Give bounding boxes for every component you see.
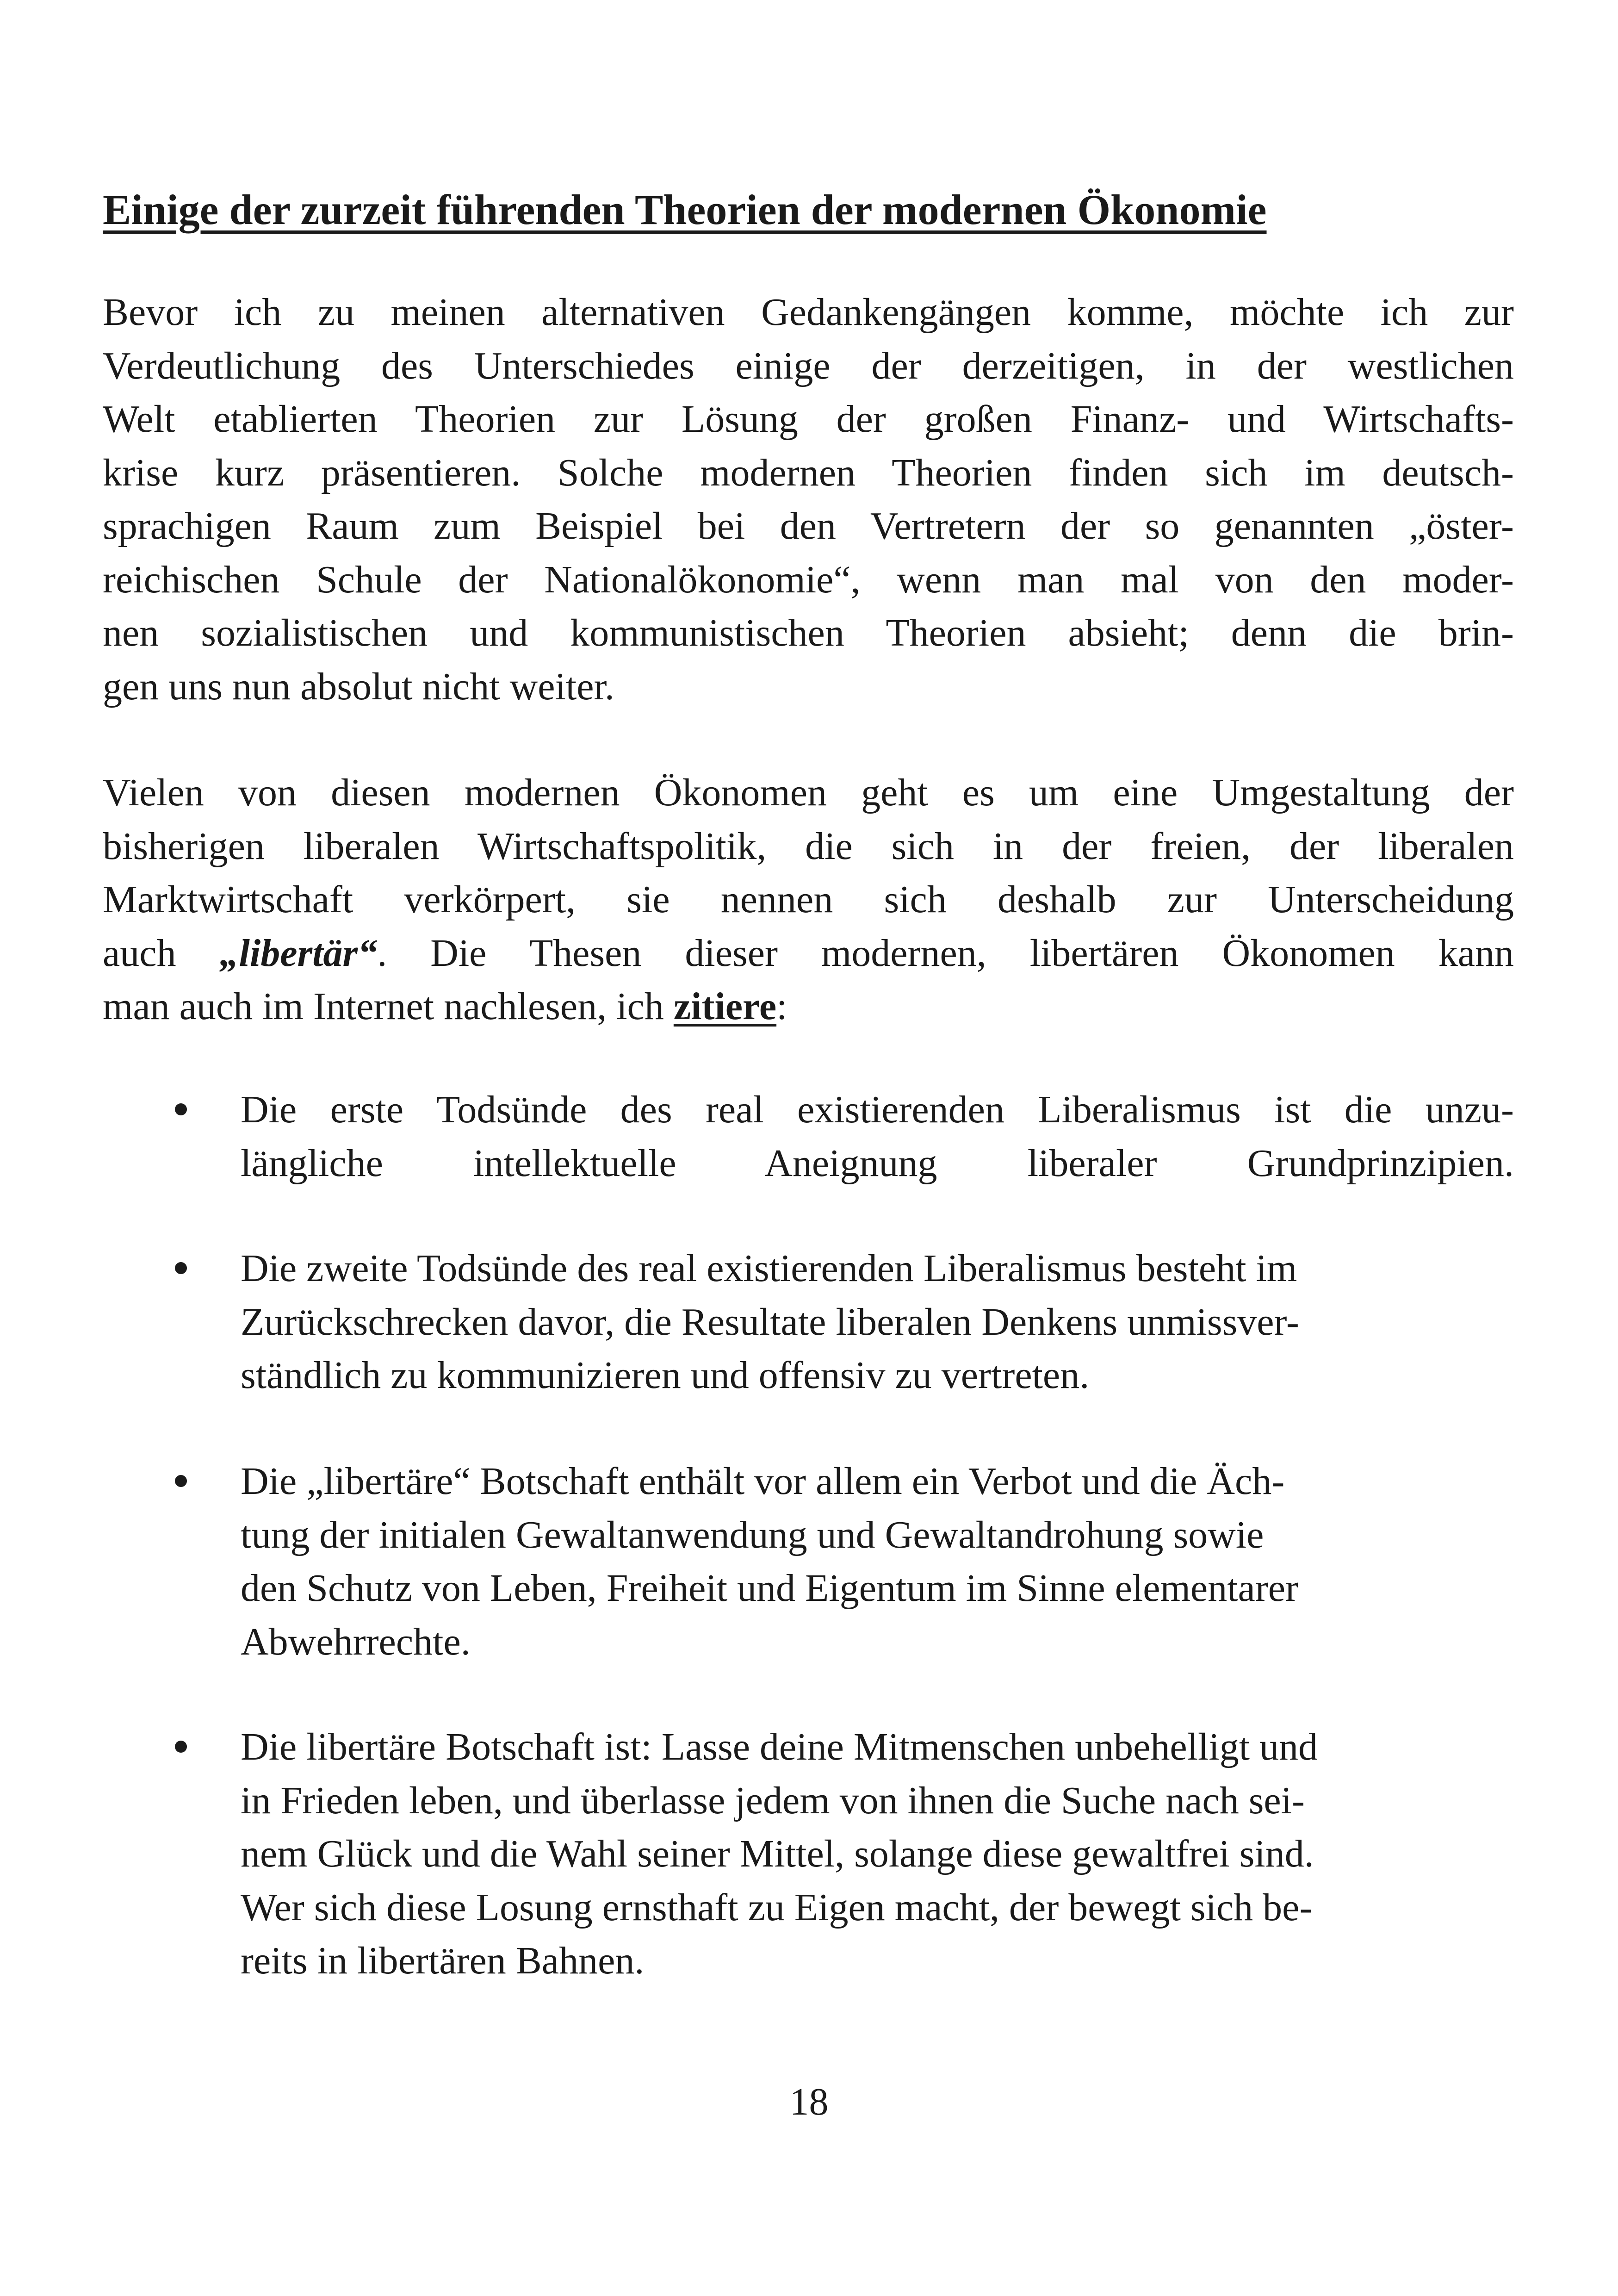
paragraph-line: Welt etablierten Theorien zur Lösung der großen Finanz- und Wirtschafts- [103,398,1514,441]
bullet-line: ständlich zu kommunizieren und offensiv zu vertreten. [241,1354,1090,1397]
paragraph-line: Vielen von diesen modernen Ökonomen geht es um eine Umgestaltung der [103,771,1514,814]
bullet-text [241,1720,1514,1988]
intro-paragraph [103,286,1514,713]
bullet-text [241,1242,1514,1402]
libertarian-paragraph [103,766,1514,1033]
paragraph-line: sprachigen Raum zum Beispiel bei den Vertretern der so genannten „öster- [103,504,1514,548]
page-number: 18 [789,2080,829,2123]
bullet-line: Die „libertäre“ Botschaft enthält vor allem ein Verbot und die Äch- [241,1460,1285,1503]
bullet-text [241,1083,1514,1190]
bullet-icon [175,1741,187,1753]
paragraph-line: krise kurz präsentieren. Solche modernen Theorien finden sich im deutsch- [103,451,1514,494]
paragraph-line: Verdeutlichung des Unterschiedes einige der derzeitigen, in der westlichen [103,344,1514,387]
paragraph-line: Bevor ich zu meinen alternativen Gedankengängen komme, möchte ich zur [103,291,1514,334]
paragraph-line [103,980,1514,1033]
paragraph-line [103,927,1514,980]
bullet-icon [175,1262,187,1274]
line-text: : [776,985,787,1028]
paragraph-line: nen sozialistischen und kommunistischen Theorien absieht; denn die brin- [103,611,1514,654]
paragraph-line: bisherigen liberalen Wirtschaftspolitik, die sich in der freien, der liberalen [103,824,1514,868]
bullet-line: reits in libertären Bahnen. [241,1939,645,1982]
line-text: auch [103,931,220,975]
bullet-line: in Frieden leben, und überlasse jedem von ihnen die Suche nach sei- [241,1779,1305,1822]
zitiere-link[interactable]: zitiere [673,985,777,1028]
bullet-icon [175,1475,187,1487]
bullet-line: Die zweite Todsünde des real existierenden Liberalismus besteht im [241,1247,1297,1290]
bullet-line: Die erste Todsünde des real existierenden Liberalismus ist die unzu- [241,1088,1514,1131]
bullet-icon [175,1103,187,1115]
line-text: . Die Thesen dieser modernen, libertären Ökonomen kann [377,931,1514,975]
paragraph-line: gen uns nun absolut nicht weiter. [103,665,614,708]
section-heading: Einige der zurzeit führenden Theorien der modernen Ökonomie [103,186,1267,233]
bullet-line: längliche intellektuelle Aneignung liberaler Grundprinzipien. [241,1141,1514,1185]
bullet-line: Abwehrrechte. [241,1620,471,1663]
bullet-line: Wer sich diese Losung ernsthaft zu Eigen macht, der bewegt sich be- [241,1885,1313,1929]
line-text: man auch im Internet nachlesen, ich [103,985,674,1028]
paragraph-line: Marktwirtschaft verkörpert, sie nennen sich deshalb zur Unterscheidung [103,878,1514,921]
bullet-line: Zurückschrecken davor, die Resultate liberalen Denkens unmissver- [241,1300,1299,1344]
libertaer-emphasis: „libertär“ [219,931,378,975]
paragraph-line: reichischen Schule der Nationalökonomie“, wenn man mal von den moder- [103,558,1514,601]
bullet-line: den Schutz von Leben, Freiheit und Eigentum im Sinne elementarer [241,1567,1299,1610]
bullet-text [241,1455,1514,1668]
bullet-line: tung der initialen Gewaltanwendung und Gewaltandrohung sowie [241,1513,1264,1556]
bullet-line: nem Glück und die Wahl seiner Mittel, solange diese gewaltfrei sind. [241,1832,1314,1875]
bullet-line: Die libertäre Botschaft ist: Lasse deine Mitmenschen unbehelligt und [241,1725,1318,1768]
